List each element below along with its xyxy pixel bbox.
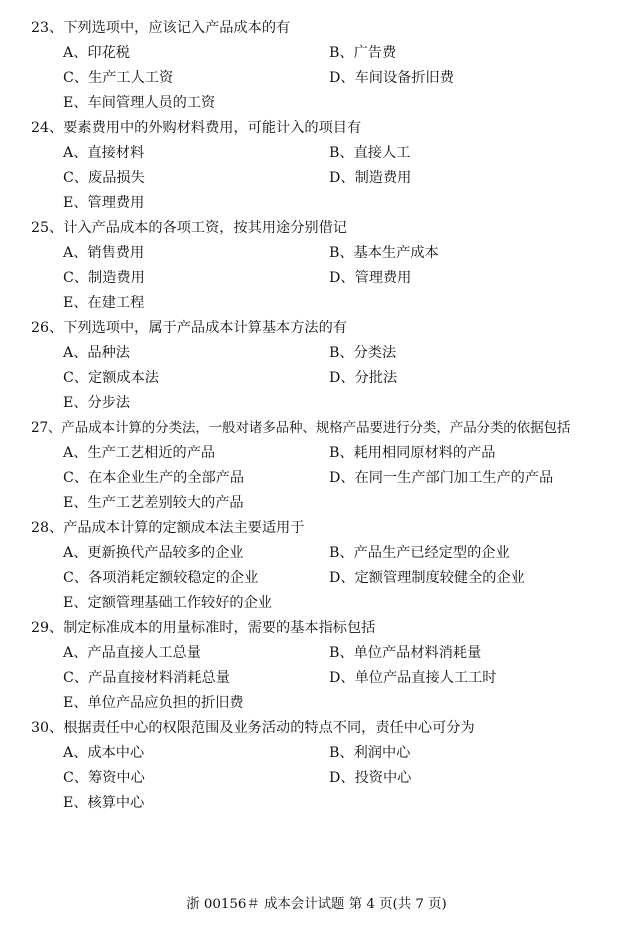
question-27 [0,418,633,518]
option-d: D、制造费用 [329,170,412,186]
question-28 [0,518,633,618]
option-a: A、品种法 [63,345,130,361]
option-a: A、更新换代产品较多的企业 [63,545,244,561]
question-stem: 26、下列选项中，属于产品成本计算基本方法的有 [31,320,347,336]
option-b: B、单位产品材料消耗量 [329,645,482,661]
option-e: E、单位产品应负担的折旧费 [63,695,244,711]
option-b: B、广告费 [329,45,397,61]
option-e: E、生产工艺差别较大的产品 [63,495,244,511]
option-b: B、分类法 [329,345,397,361]
option-c: C、定额成本法 [63,370,159,386]
option-e: E、管理费用 [63,195,145,211]
page-footer: 浙 00156＃ 成本会计试题 第 4 页(共 7 页) [186,897,447,912]
question-29 [0,618,633,718]
question-stem: 24、要素费用中的外购材料费用，可能计入的项目有 [31,120,362,136]
option-d: D、分批法 [329,370,398,386]
option-a: A、印花税 [63,45,130,61]
option-e: E、分步法 [63,395,131,411]
option-b: B、基本生产成本 [329,245,439,261]
question-24 [0,118,633,218]
option-e: E、车间管理人员的工资 [63,95,216,111]
question-stem: 25、计入产品成本的各项工资，按其用途分别借记 [31,220,347,236]
option-d: D、车间设备折旧费 [329,70,454,86]
option-a: A、产品直接人工总量 [63,645,201,661]
option-b: B、耗用相同原材料的产品 [329,445,496,461]
option-b: B、直接人工 [329,145,411,161]
question-25 [0,218,633,318]
option-a: A、销售费用 [63,245,145,261]
option-c: C、在本企业生产的全部产品 [63,470,245,486]
question-stem: 30、根据责任中心的权限范围及业务活动的特点不同，责任中心可分为 [31,720,475,736]
option-c: C、各项消耗定额较稳定的企业 [63,570,259,586]
question-stem: 28、产品成本计算的定额成本法主要适用于 [31,520,305,536]
option-a: A、成本中心 [63,745,145,761]
question-stem: 23、下列选项中，应该记入产品成本的有 [31,20,291,36]
question-30 [0,718,633,818]
question-26 [0,318,633,418]
question-stem: 27、产品成本计算的分类法，一般对诸多品种、规格产品要进行分类，产品分类的依据包括 [31,420,571,436]
option-b: B、利润中心 [329,745,411,761]
option-e: E、在建工程 [63,295,145,311]
option-e: E、核算中心 [63,795,145,811]
option-c: C、制造费用 [63,270,145,286]
option-a: A、直接材料 [63,145,145,161]
question-23 [0,18,633,118]
option-c: C、生产工人工资 [63,70,174,86]
option-e: E、定额管理基础工作较好的企业 [63,595,272,611]
option-d: D、在同一生产部门加工生产的产品 [329,470,554,486]
option-d: D、投资中心 [329,770,412,786]
option-c: C、废品损失 [63,170,145,186]
option-a: A、生产工艺相近的产品 [63,445,216,461]
option-d: D、单位产品直接人工工时 [329,670,497,686]
option-c: C、筹资中心 [63,770,145,786]
option-d: D、定额管理制度较健全的企业 [329,570,525,586]
option-d: D、管理费用 [329,270,412,286]
option-c: C、产品直接材料消耗总量 [63,670,230,686]
question-stem: 29、制定标准成本的用量标准时，需要的基本指标包括 [31,620,376,636]
option-b: B、产品生产已经定型的企业 [329,545,510,561]
